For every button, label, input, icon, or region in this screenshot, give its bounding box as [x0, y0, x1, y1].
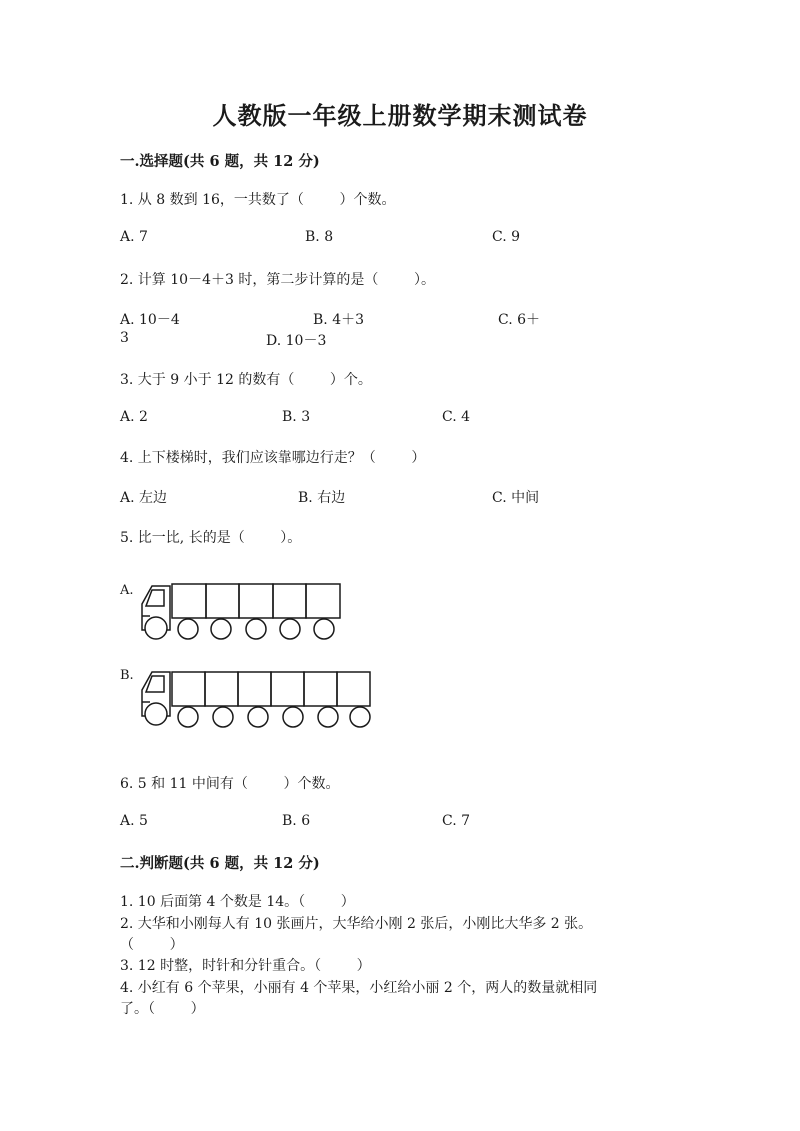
judgement-2: 2. 大华和小刚每人有 10 张画片，大华给小刚 2 张后，小刚比大华多 2 张。 — [120, 916, 593, 932]
q6-option-a: A. 5 — [120, 813, 148, 829]
q6-option-b: B. 6 — [282, 813, 311, 829]
page-title: 人教版一年级上册数学期末测试卷 — [212, 101, 588, 130]
section-heading-choice: 一.选择题(共 6 题，共 12 分) — [120, 153, 320, 170]
q2-option-a: A. 10－4 — [120, 312, 180, 328]
question-6: 6. 5 和 11 中间有（ ）个数。 — [120, 776, 340, 792]
q6-option-c: C. 7 — [442, 813, 471, 829]
question-3: 3. 大于 9 小于 12 的数有（ ）个。 — [120, 372, 372, 388]
q2-option-c-continued: 3 — [120, 330, 129, 346]
section-heading-judgement: 二.判断题(共 6 题，共 12 分) — [120, 855, 320, 872]
judgement-4: 4. 小红有 6 个苹果，小丽有 4 个苹果，小红给小丽 2 个，两人的数量就相同 — [120, 980, 598, 996]
q2-option-b: B. 4＋3 — [313, 312, 365, 328]
truck-b-image — [138, 664, 378, 730]
question-1: 1. 从 8 数到 16，一共数了（ ）个数。 — [120, 192, 396, 208]
question-4: 4. 上下楼梯时，我们应该靠哪边行走？（ ） — [120, 450, 426, 466]
judgement-3: 3. 12 时整，时针和分针重合。（ ） — [120, 958, 371, 974]
question-2: 2. 计算 10－4＋3 时，第二步计算的是（ ）。 — [120, 272, 435, 288]
q2-option-c: C. 6＋ — [498, 312, 541, 328]
q2-option-d: D. 10－3 — [266, 333, 327, 349]
q4-option-b: B. 右边 — [298, 490, 346, 506]
judgement-2-continued: （ ） — [120, 937, 184, 953]
q5-option-a-label: A. — [120, 583, 134, 598]
q1-option-b: B. 8 — [305, 229, 334, 245]
q1-option-c: C. 9 — [492, 229, 521, 245]
q3-option-a: A. 2 — [120, 409, 148, 425]
q3-option-c: C. 4 — [442, 409, 471, 425]
q4-option-c: C. 中间 — [492, 490, 540, 506]
truck-a-image — [138, 578, 348, 644]
q3-option-b: B. 3 — [282, 409, 311, 425]
q1-option-a: A. 7 — [120, 229, 148, 245]
judgement-1: 1. 10 后面第 4 个数是 14。（ ） — [120, 894, 355, 910]
q4-option-a: A. 左边 — [120, 490, 168, 506]
q5-option-b-label: B. — [120, 668, 134, 683]
question-5: 5. 比一比, 长的是（ ）。 — [120, 530, 302, 546]
judgement-4-continued: 了。（ ） — [120, 1001, 205, 1017]
